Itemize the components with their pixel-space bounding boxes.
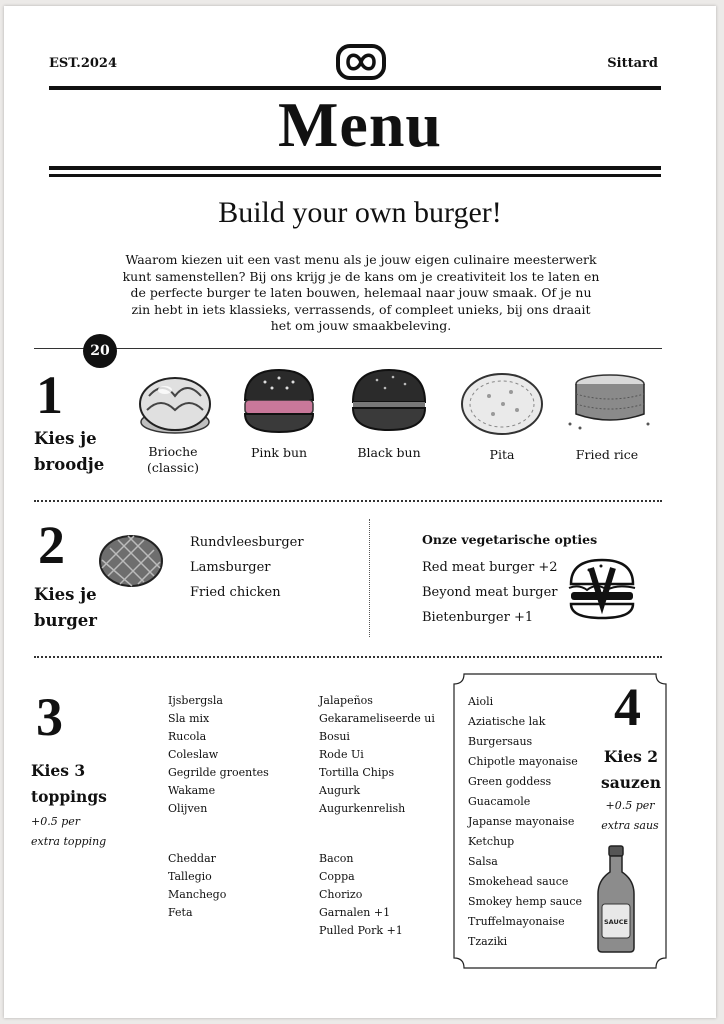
list-item: Bietenburger +1 [422, 610, 534, 625]
list-item: Chorizo [319, 888, 363, 901]
bun-label-brioche [123, 444, 223, 476]
list-item: Red meat burger +2 [422, 560, 558, 575]
step3-label [31, 758, 107, 810]
list-item: Gegrilde groentes [168, 766, 269, 779]
list-item: Beyond meat burger [422, 585, 558, 600]
burger-options-list [190, 530, 304, 605]
step3-note-line2: extra topping [31, 835, 107, 848]
list-item: Augurk [319, 784, 361, 797]
list-item: Guacamole [468, 795, 531, 808]
step4-number: 4 [614, 677, 641, 737]
list-item: Feta [168, 906, 193, 919]
step1-divider [34, 348, 662, 349]
header-rule-bottom-1 [49, 166, 661, 170]
step4-label [596, 744, 666, 796]
meat-column [319, 850, 403, 940]
list-item: Green goddess [468, 775, 552, 788]
list-item: Bosui [319, 730, 350, 743]
infinity-logo-icon [336, 44, 386, 80]
bun-name: Brioche [148, 444, 198, 459]
list-item: Ketchup [468, 835, 515, 848]
list-item: Cheddar [168, 852, 216, 865]
pink-bun-icon [241, 366, 317, 438]
header-rule-bottom-2 [49, 174, 661, 177]
list-item: Wakame [168, 784, 216, 797]
list-item: Rundvleesburger [190, 535, 304, 550]
step1-label-line2: broodje [34, 455, 105, 474]
list-item: Olijven [168, 802, 208, 815]
step1-number: 1 [36, 365, 63, 425]
black-bun-icon [349, 366, 429, 438]
menu-page [4, 6, 716, 1018]
veg-options-title: Onze vegetarische opties [422, 532, 598, 547]
list-item: Tortilla Chips [319, 766, 395, 779]
toppings-column-2 [319, 692, 435, 818]
intro-text: Waarom kiezen uit een vast menu als je jouw eigen culinaire meesterwerk kunt samenstellen? Bij ons krijg je de kans om je creativiteit los te laten en de perfecte burger te laten bouwen, helemaal naar jouw smaak. Of je nu zin hebt in iets klassieks, verrassends, of compleet unieks, bij ons draait het om jouw smaakbeleving. [122, 252, 600, 333]
list-item: Rode Ui [319, 748, 364, 761]
step4-label-line2: sauzen [601, 773, 661, 792]
list-item: Truffelmayonaise [468, 915, 565, 928]
step2-label-line2: burger [34, 611, 97, 630]
list-item: Aziatische lak [468, 715, 546, 728]
burger-patty-icon [98, 530, 164, 588]
step4-note [594, 796, 666, 836]
pita-icon [459, 366, 545, 438]
bottle-label-text: SAUCE [603, 918, 629, 926]
list-item: Aioli [468, 695, 494, 708]
brioche-bun-icon [135, 366, 215, 438]
list-item: Fried chicken [190, 585, 281, 600]
bun-label-pink: Pink bun [250, 445, 308, 460]
list-item: Augurkenrelish [319, 802, 406, 815]
step2-divider [34, 500, 662, 502]
veg-options-list [422, 555, 558, 630]
price-badge: 20 [83, 334, 117, 368]
list-item: Tallegio [168, 870, 212, 883]
list-item: Ijsbergsla [168, 694, 223, 707]
toppings-column-1 [168, 692, 269, 818]
list-item: Japanse mayonaise [468, 815, 575, 828]
sauces-list [468, 692, 582, 952]
list-item: Gekarameliseerde ui [319, 712, 435, 725]
bun-label-pita: Pita [489, 447, 515, 462]
list-item: Burgersaus [468, 735, 533, 748]
list-item: Pulled Pork +1 [319, 924, 403, 937]
step2-number: 2 [38, 515, 65, 575]
section-heading: Build your own burger! [218, 196, 502, 229]
cheese-column [168, 850, 226, 922]
list-item: Sla mix [168, 712, 210, 725]
step2-label-line1: Kies je [34, 585, 97, 604]
list-item: Bacon [319, 852, 354, 865]
bun-sub: (classic) [146, 460, 200, 475]
step3-note-line1: +0.5 per [31, 815, 81, 828]
list-item: Chipotle mayonaise [468, 755, 578, 768]
fried-rice-icon [564, 370, 656, 434]
list-item: Tzaziki [468, 935, 508, 948]
list-item: Rucola [168, 730, 207, 743]
step4-label-line1: Kies 2 [603, 747, 659, 766]
sauce-bottle-icon [594, 844, 638, 954]
list-item: Manchego [168, 888, 227, 901]
step3-label-line1: Kies 3 [31, 761, 86, 780]
step1-label-line1: Kies je [34, 429, 97, 448]
list-item: Smokey hemp sauce [468, 895, 582, 908]
step2-label [34, 582, 97, 634]
step4-note-line2: extra saus [601, 819, 659, 832]
vegetarian-burger-icon [567, 558, 637, 620]
list-item: Coleslaw [168, 748, 219, 761]
bun-label-fried-rice: Fried rice [575, 447, 639, 462]
list-item: Smokehead sauce [468, 875, 569, 888]
list-item: Garnalen +1 [319, 906, 391, 919]
list-item: Coppa [319, 870, 355, 883]
step4-note-line1: +0.5 per [605, 799, 655, 812]
list-item: Jalapeños [319, 694, 373, 707]
city-label: Sittard [607, 56, 658, 71]
step2-column-divider [369, 519, 370, 637]
bun-label-black: Black bun [357, 445, 421, 460]
established-label: EST.2024 [49, 56, 118, 71]
list-item: Salsa [468, 855, 498, 868]
step3-note [31, 812, 106, 852]
step3-number: 3 [36, 687, 63, 747]
step1-label [34, 426, 104, 478]
step3-divider [34, 656, 662, 658]
page-title: Menu [278, 89, 442, 160]
list-item: Lamsburger [190, 560, 271, 575]
step3-label-line2: toppings [31, 787, 107, 806]
